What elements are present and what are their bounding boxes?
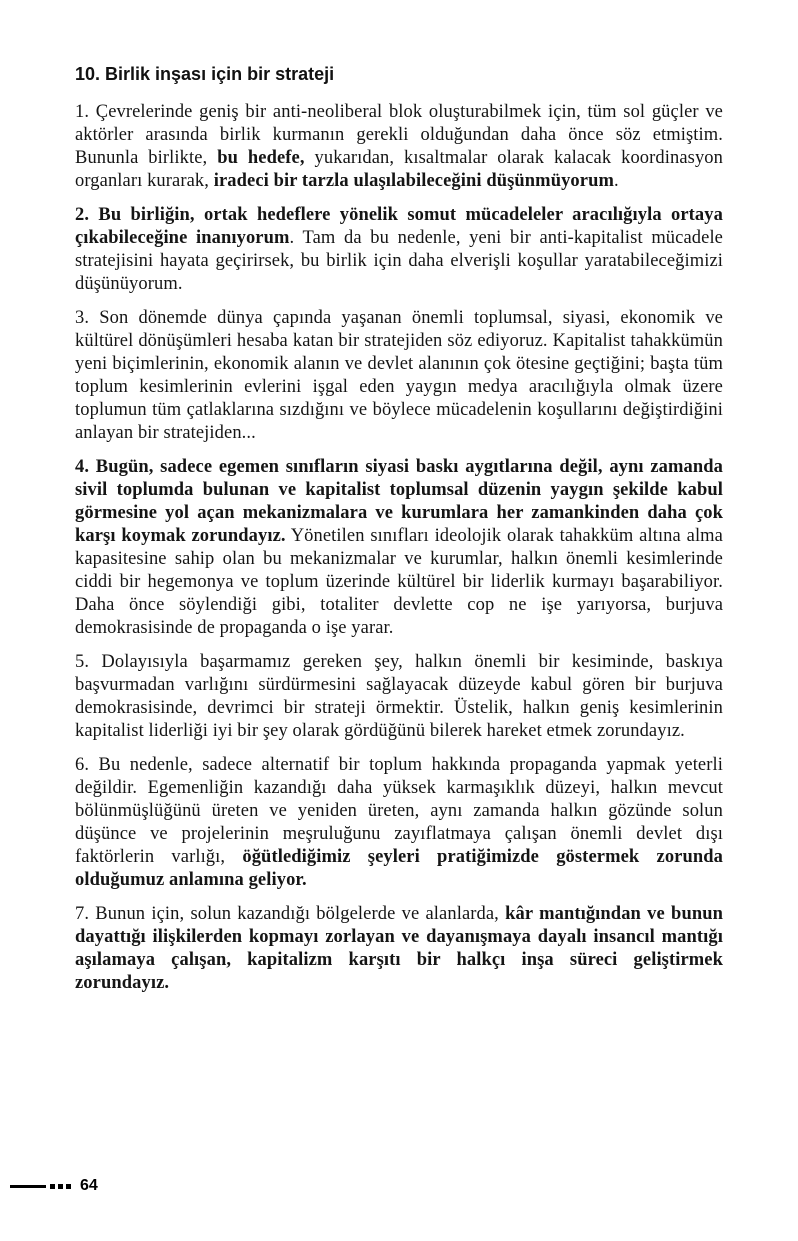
bold-text-segment: iradeci bir tarzla ulaşılabileceğini düşünmüyorum: [213, 170, 614, 191]
text-segment: 3. Son dönemde dünya çapında yaşanan önemli toplumsal, siyasi, ekonomik ve kültürel dönüşümleri hesaba katan bir stratejiden söz ediyoruz. Kapitalist tahakkümün yeni biçimlerinin, ekonomik alanın ve devlet alanının çok ötesine geçtiğini; başta tüm toplum kesimlerinin evlerini işgal eden yaygın medya aracılığıyla olmak üzere toplumun tüm çatlaklarına sızdığını ve böylece mücadelenin koşullarını değiştirdiğini anlayan bir stratejiden...: [75, 307, 723, 443]
bold-text-segment: 4. Bugün, sadece egemen sınıfların siyasi baskı aygıtlarına değil, aynı zamanda sivil toplumda bulunan ve kapitalist toplumsal düzenin yaygın şekilde kabul görmesine yol açan mekanizmalara ve kurumlara her zamankinden daha çok karşı koymak zorundayız.: [75, 456, 723, 546]
page-footer: [10, 1177, 98, 1195]
text-segment: yukarıdan, kısaltmalar olarak kalacak koordinasyon organları kurarak,: [75, 147, 724, 191]
footer-dot: [58, 1184, 63, 1189]
bold-text-segment: öğütlediğimiz şeyleri pratiğimizde göstermek zorunda olduğumuz anlamına geliyor.: [75, 846, 723, 890]
paragraph: [75, 456, 723, 640]
paragraph: [75, 903, 723, 995]
footer-rule: [10, 1185, 46, 1188]
page-number: 64: [80, 1177, 98, 1194]
book-page: [75, 64, 723, 1006]
footer-dot: [50, 1184, 55, 1189]
bold-text-segment: 2. Bu birliğin, ortak hedeflere yönelik somut mücadeleler aracılığıyla ortaya çıkabileceğine inanıyorum: [75, 204, 723, 248]
body-text: [75, 101, 723, 995]
paragraph: [75, 754, 723, 892]
text-segment: 7. Bunun için, solun kazandığı bölgelerde ve alanlarda,: [75, 903, 506, 924]
paragraph: [75, 101, 723, 193]
text-segment: 5. Dolayısıyla başarmamız gereken şey, halkın önemli bir kesiminde, baskıya başvurmadan varlığını sürdürmesini sağlayacak düzeyde kabul gören bir burjuva demokrasisinde, devrimci bir strateji örmektir. Üstelik, halkın geniş kesimlerinin kapitalist liderliği iyi bir şey olarak gördüğünü bilerek hareket etmek zorundayız.: [75, 651, 723, 741]
text-segment: . Tam da bu nedenle, yeni bir anti-kapitalist mücadele stratejisini hayata geçirirsek, bu birlik için daha elverişli koşullar yaratabileceğimizi düşünüyorum.: [75, 227, 723, 294]
paragraph: [75, 307, 723, 445]
footer-dot: [66, 1184, 71, 1189]
bold-text-segment: kâr mantığından ve bunun dayattığı ilişkilerden kopmayı zorlayan ve dayanışmaya dayalı insancıl mantığı aşılamaya çalışan, kapitalizm karşıtı bir halkçı inşa süreci geliştirmek zorundayız.: [75, 903, 723, 993]
paragraph: [75, 651, 723, 743]
paragraph: [75, 204, 723, 296]
text-segment: 6. Bu nedenle, sadece alternatif bir toplum hakkında propaganda yapmak yeterli değildir. Egemenliğin kazandığı daha yüksek karmaşıklık düzeyi, halkın mevcut bölünmüşlüğünü üreten ve yeniden üreten, aynı zamanda halkın gözünde solun düşünce ve projelerinin meşruluğunu zayıflatmaya çalışan önemli devlet dışı faktörlerin varlığı,: [75, 754, 723, 867]
footer-dots: [50, 1184, 71, 1189]
bold-text-segment: bu hedefe,: [217, 147, 305, 168]
text-segment: Yönetilen sınıfları ideolojik olarak tahakküm altına alma kapasitesine sahip olan bu mekanizmalar ve kurumlar, halkın önemli kesimlerinde ciddi bir hegemonya ve toplum üzerinde kültürel bir liderlik kurmayı başarabiliyor. Daha önce söylendiği gibi, totaliter devlette cop ne işe yarıyorsa, burjuva demokrasisinde de propaganda o işe yarar.: [75, 525, 723, 638]
section-title: 10. Birlik inşası için bir strateji: [75, 64, 335, 84]
text-segment: .: [614, 170, 619, 191]
text-segment: 1. Çevrelerinde geniş bir anti-neoliberal blok oluşturabilmek için, tüm sol güçler ve aktörler arasında birlik kurmanın gerekli olduğundan daha önce söz etmiştim. Bununla birlikte,: [75, 101, 723, 168]
